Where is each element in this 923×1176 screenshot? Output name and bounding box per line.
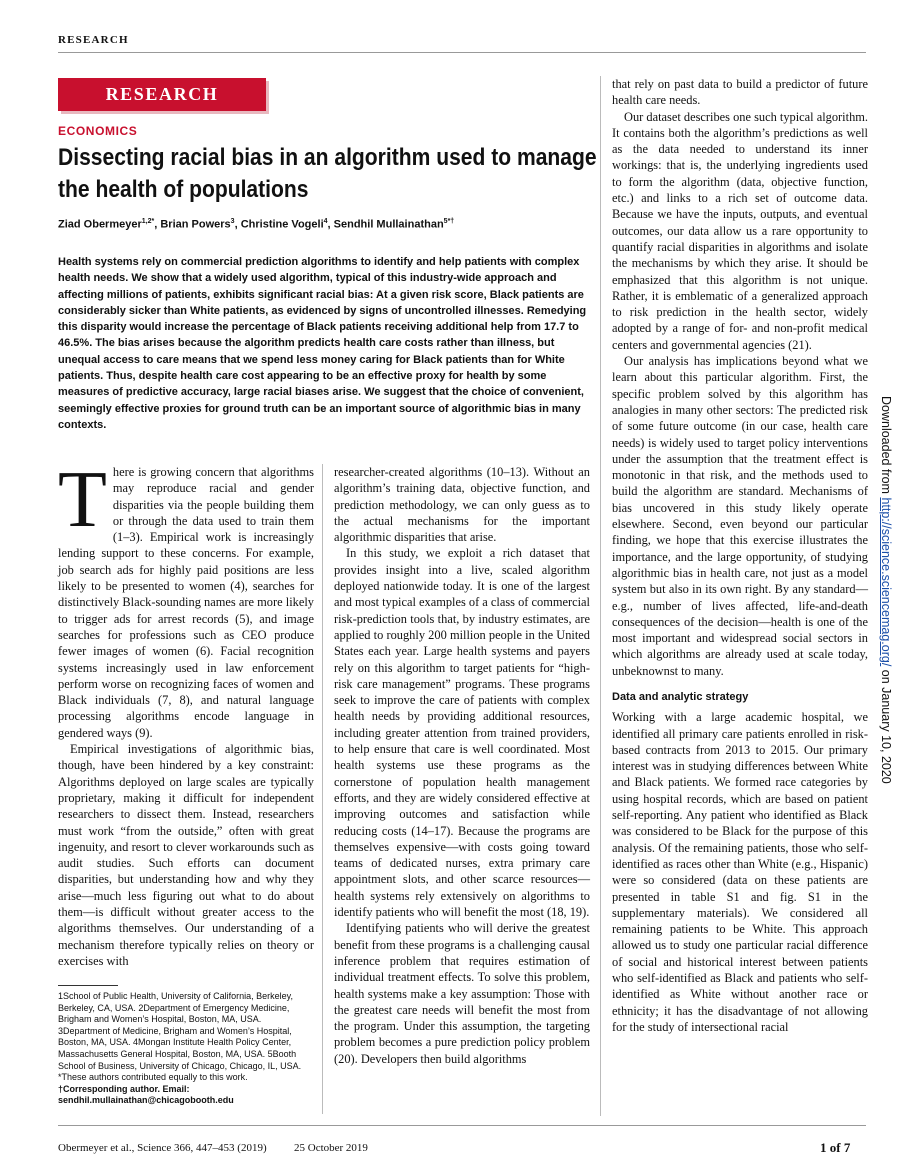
body-column-3 [612,76,868,1035]
citation: Obermeyer et al., Science 366, 447–453 (2019) [58,1142,267,1154]
author-affiliation: 5*† [443,218,455,225]
author-name: Christine Vogeli [240,218,324,231]
body-paragraph: In this study, we exploit a rich dataset that provides insight into a live, scaled algorithm deployed nationwide today. It is one of the largest and most typical examples of a class of commercial risk-prediction tools that, by industry estimates, are applied to roughly 200 million people in the United States each year. Large health systems and payers rely on this algorithm to target patients for “high-risk care management” programs. These programs seek to improve the care of patients with complex health needs by providing additional resources, including greater attention from trained providers, to help ensure that care is well coordinated. Most health systems use these programs as the cornerstone of population health management efforts, and they are widely considered effective at improving outcomes and satisfaction while reducing costs (14–17). Because the programs are themselves expensive—with costs going toward teams of dedicated nurses, extra primary care appointment slots, and other scarce resources—health systems rely extensively on algorithms to identify patients who will benefit the most (18, 19). [334,546,590,920]
footnote-divider [58,985,118,986]
column-divider [322,464,323,1114]
body-paragraph: that rely on past data to build a predictor of future health care needs. [612,77,868,108]
download-suffix: on January 10, 2020 [879,666,893,784]
footnotes [58,991,314,1107]
article-title: Dissecting racial bias in an algorithm used to manage the health of populations [58,144,597,203]
author-affiliation: 3 [230,218,235,225]
article-category: ECONOMICS [58,124,138,138]
download-notice [879,396,893,916]
body-paragraph [58,456,314,741]
download-link[interactable]: http://science.sciencemag.org/ [879,497,893,667]
body-paragraph: Our dataset describes one such typical algorithm. It contains both the algorithm’s predictions as well as the data needed to understand its inner workings: that is, the underlying ingredients used to form the algorithm (data, objective function, etc.) and links to a rich set of outcome data. Because we have the inputs, outputs, and eventual outcomes, our data allow us a rare opportunity to quantify racial disparities in algorithms and isolate the mechanisms by which they arise. It should be emphasized that this algorithm is not unique. Rather, it is emblematic of a generalized approach to risk prediction in the health sector, widely adopted by a range of for- and non-profit medical centers and governmental agencies (21). [612,109,868,352]
download-prefix: Downloaded from [879,396,893,498]
author-list: Ziad Obermeyer$^{1,2*}$, Brian Powers$^3$, Christine Vogeli$^4$, Sendhil Mullainathan$^{5*\dagger}$ [58,218,455,231]
paragraph-text: here is growing concern that algorithms may reproduce racial and gender disparities via the people building them or through the data used to train them (1–3). Empirical work is increasingly lending support to these concerns. For example, job search ads for highly paid positions are less likely to be presented to women (4), searches for distinctively Black-sounding names are more likely to trigger ads for arrest records (5), and image searches for professions such as CEO produce fewer images of women (6). Facial recognition systems increasingly used in law enforcement perform worse on recognizing faces of women and Black individuals (7, 8), and natural language processing algorithms encode language in gendered ways (9). [58,465,314,740]
section-label: RESEARCH [58,34,129,46]
top-divider [58,52,866,53]
bottom-divider [58,1125,866,1126]
body-paragraph: Empirical investigations of algorithmic bias, though, have been hindered by a key constraint: Algorithms deployed on large scales are typically proprietary, making it difficult for independent researchers to dissect them. Instead, researchers must work “from the outside,” often with great ingenuity, and resort to clever workarounds such as audit studies. Such efforts can document disparities, but understanding how and why they arise—much less figuring out what to do about them—is difficult without greater access to the algorithms themselves. Our understanding of a mechanism therefore typically relies on theory or exercises with [58,742,314,968]
author-name: Brian Powers [160,218,231,231]
column-divider [600,76,601,1116]
author-name: Ziad Obermeyer [58,218,142,231]
author-affiliation: 1,2* [141,218,155,225]
affiliations: 1School of Public Health, University of California, Berkeley, Berkeley, CA, USA. 2Department of Emergency Medicine, Brigham and Women’s Hospital, Boston, MA, USA. 3Department of Medicine, Brigham and Women’s Hospital, Boston, MA, USA. 4Mongan Institute Health Policy Center, Massachusetts General Hospital, Boston, MA, USA. 5Booth School of Business, University of Chicago, Chicago, IL, USA. [58,991,302,1071]
article-type-banner: RESEARCH ARTICLE [58,78,266,111]
page-number: 1 of 7 [820,1140,851,1155]
abstract: Health systems rely on commercial prediction algorithms to identify and help patients with complex health needs. We show that a widely used algorithm, typical of this industry-wide approach and affecting millions of patients, exhibits significant racial bias: At a given risk score, Black patients are considerably sicker than White patients, as evidenced by signs of uncontrolled illnesses. Remedying this disparity would increase the percentage of Black patients receiving additional help from 17.7 to 46.5%. The bias arises because the algorithm predicts health care costs rather than illness, but unequal access to care means that we spend less money caring for Black patients than for White patients. Thus, despite health care cost appearing to be an effective proxy for health by some measures of predictive accuracy, large racial biases arise. We suggest that the choice of convenient, seemingly effective proxies for ground truth can be an important source of algorithmic bias in many contexts. [58,256,587,431]
drop-cap: T [58,456,107,544]
body-column-1 [58,456,314,969]
body-paragraph: Working with a large academic hospital, we identified all primary care patients enrolled in risk-based contracts from 2013 to 2015. Our primary interest was in studying differences between White and Black patients. We formed race categories by using hospital records, which are based on patient self-reporting. Any patient who identified as Black was considered to be Black for the purpose of this analysis. Of the remaining patients, those who self-identified as races other than White (e.g., Hispanic) were so considered (data on these patients are presented in table S1 and fig. S1 in the supplementary materials). We considered all remaining patients to be White. This approach allowed us to study one particular racial difference of social and historical interest between patients who self-identified as Black and patients who self-identified as White without another race or ethnicity; it has the disadvantage of not allowing for the study of intersectional racial [612,710,868,1034]
section-heading: Data and analytic strategy [612,690,749,703]
body-paragraph: researcher-created algorithms (10–13). Without an algorithm’s training data, objective function, and prediction methodology, we can only guess as to the actual mechanisms for the important algorithmic disparities that arise. [334,465,590,545]
body-paragraph: Identifying patients who will derive the greatest benefit from these programs is a challenging causal inference problem that requires estimation of individual treatment effects. To solve this problem, health systems make a key assumption: Those with the greatest care needs will benefit the most from the program. Under this assumption, the targeting problem becomes a pure prediction policy problem (20). Developers then build algorithms [334,921,590,1066]
body-paragraph: Our analysis has implications beyond what we learn about this particular algorithm. First, the specific problem solved by this algorithm has analogies in many other sectors: The predicted risk of some future outcome (in our case, health care needs) is widely used to target policy interventions under the assumption that the treatment effect is monotonic in that risk, and the methods used to build the algorithm are standard. Mechanisms of bias uncovered in this study likely operate elsewhere. Second, even beyond our particular finding, we hope that this exercise illustrates the importance, and the large opportunity, of studying algorithmic bias in health care, not just as a model system but also in its own right. By any standard—e.g., number of lives affected, life-and-death consequences of the decision—health is one of the most important and widespread social sectors in which algorithms are already used at scale today, unbeknownst to many. [612,354,868,678]
corresponding-author: †Corresponding author. Email: sendhil.mullainathan@chicagobooth.edu [58,1083,234,1106]
author-name: Sendhil Mullainathan [333,218,444,231]
publication-date: 25 October 2019 [294,1142,368,1154]
author-affiliation: 4 [323,218,328,225]
equal-contribution-note: *These authors contributed equally to this work. [58,1072,248,1083]
body-column-2 [334,464,590,1067]
